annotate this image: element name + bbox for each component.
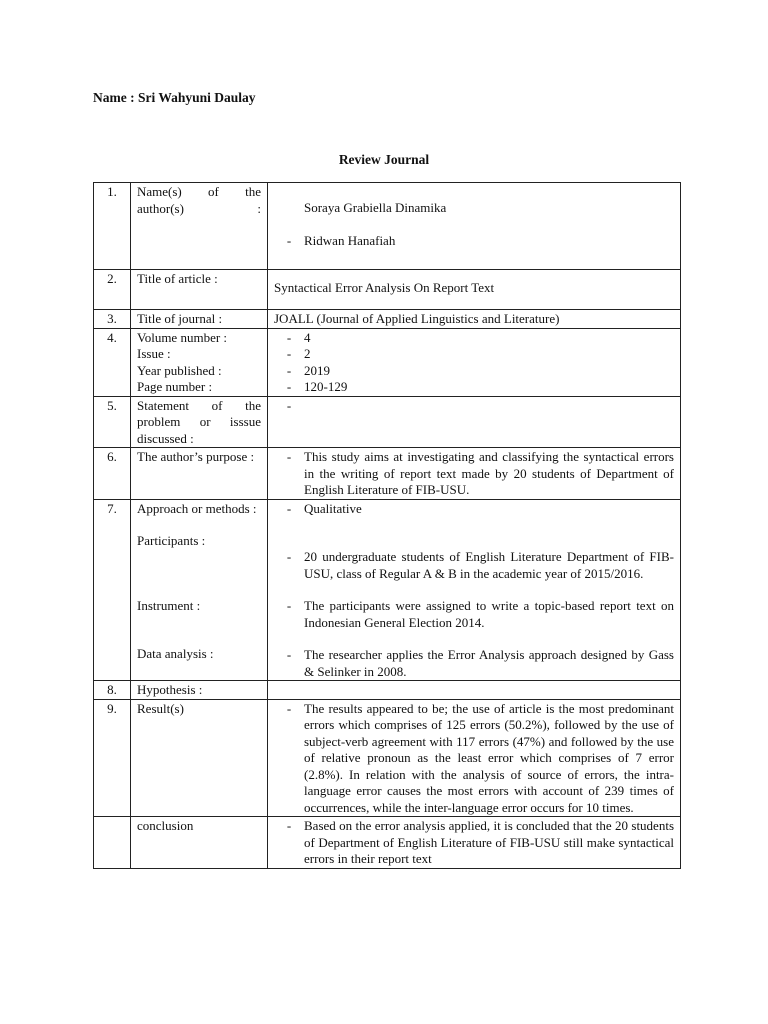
row-number: 7. [94, 499, 131, 681]
row-number: 1. [94, 183, 131, 270]
list-item: - This study aims at investigating and classifying the syntactical errors in the writing of report text made by 20 students of Department of English Literature of FIB-USU. [286, 449, 674, 497]
row-label: Statement of the problem or isssue discussed : [137, 397, 261, 446]
row-label: Data analysis : [137, 646, 214, 661]
issue-value: 2 [304, 346, 311, 361]
row-label: Title of article : [131, 270, 268, 310]
page-value: 120-129 [304, 379, 348, 394]
table-row [94, 328, 681, 396]
journal-title: JOALL (Journal of Applied Linguistics and Literature) [268, 310, 681, 329]
list-item [274, 200, 674, 217]
participants-value: 20 undergraduate students of English Literature Department of FIB-USU, class of Regular A & B in the academic year of 2015/2016. [304, 549, 674, 581]
conclusion-value: Based on the error analysis applied, it is concluded that the 20 students of Department of English Literature of FIB-USU still make syntactical errors in their report text [304, 818, 674, 866]
row-label: Result(s) [131, 699, 268, 817]
table-row [94, 681, 681, 700]
author-name-line: Name : Sri Wahyuni Daulay [93, 90, 256, 105]
row-label: Approach or methods : [137, 500, 257, 516]
table-row [94, 448, 681, 500]
row-number: 3. [94, 310, 131, 329]
instrument-value: The participants were assigned to write a topic-based report text on Indonesian General Election 2014. [304, 598, 674, 630]
row-label: Participants : [137, 533, 206, 548]
list-item: - 120-129 [274, 379, 674, 396]
list-item: - The researcher applies the Error Analysis approach designed by Gass & Selinker in 2008. [286, 647, 674, 679]
article-title: Syntactical Error Analysis On Report Text [274, 280, 495, 295]
list-item: - Based on the error analysis applied, it is concluded that the 20 students of Department of English Literature of FIB-USU still make syntactical errors in their report text [286, 818, 674, 866]
list-item: - Ridwan Hanafiah [274, 233, 674, 250]
list-item: - [274, 398, 674, 415]
result-value: The results appeared to be; the use of article is the most predominant errors which comprises of 125 errors (50.2%), followed by the use of subject-verb agreement with 117 errors (47%) and followed by the use of relative pronoun as the least error which comprises of 7 error (2.8%). In relation with the analysis of source of errors, the intra- language error causes the most errors with account of 239 times of occurrences, while the inter-language error occurs for 10 times. [304, 700, 674, 815]
table-row [94, 699, 681, 817]
data-analysis-value: The researcher applies the Error Analysis approach designed by Gass & Selinker in 2008. [304, 647, 674, 679]
row-number: 8. [94, 681, 131, 700]
list-item: - 4 [274, 330, 674, 347]
volume-value: 4 [304, 329, 311, 345]
row-label: Volume number : [137, 329, 228, 345]
author-2: Ridwan Hanafiah [304, 232, 396, 248]
list-item: - The participants were assigned to write a topic-based report text on Indonesian General Election 2014. [286, 598, 674, 630]
row-label: The author’s purpose : [137, 449, 255, 464]
list-item: - 2 [274, 346, 674, 363]
approach-value: Qualitative [304, 500, 362, 516]
list-item: - The results appeared to be; the use of article is the most predominant errors which comprises of 125 errors (50.2%), followed by the use of subject-verb agreement with 117 errors (47%) and followed by the use of relative pronoun as the least error which comprises of 7 error (2.8%). In relation with the analysis of source of errors, the intra- language error causes the most errors with account of 239 times of occurrences, while the inter-language error occurs for 10 times. [286, 700, 674, 815]
row-label: conclusion [131, 817, 268, 869]
purpose-value: This study aims at investigating and classifying the syntactical errors in the writing of report text made by 20 students of Department of English Literature of FIB-USU. [304, 449, 674, 497]
row-label: Name(s) of the author(s) : [137, 184, 261, 216]
review-table [93, 182, 681, 869]
row-label: Issue : [137, 346, 171, 361]
table-row [94, 499, 681, 681]
row-number [94, 817, 131, 869]
author-1: Soraya Grabiella Dinamika [304, 200, 447, 215]
row-label: Year published : [137, 362, 222, 378]
table-row [94, 396, 681, 448]
row-number: 6. [94, 448, 131, 500]
row-label: Page number : [137, 379, 213, 394]
list-item: - Qualitative [274, 501, 674, 518]
table-row [94, 310, 681, 329]
statement-value [304, 398, 674, 415]
row-number: 9. [94, 699, 131, 817]
row-number: 5. [94, 396, 131, 448]
year-value: 2019 [304, 362, 330, 378]
table-row [94, 817, 681, 869]
row-label: Title of journal : [131, 310, 268, 329]
list-item: - 2019 [274, 363, 674, 380]
table-row [94, 270, 681, 310]
row-number: 2. [94, 270, 131, 310]
list-item: - 20 undergraduate students of English Literature Department of FIB-USU, class of Regular A & B in the academic year of 2015/2016. [286, 549, 674, 581]
document-title: Review Journal [338, 152, 430, 167]
table-row [94, 183, 681, 270]
row-number: 4. [94, 328, 131, 396]
row-label: Instrument : [137, 597, 201, 613]
row-label: Hypothesis : [131, 681, 268, 700]
